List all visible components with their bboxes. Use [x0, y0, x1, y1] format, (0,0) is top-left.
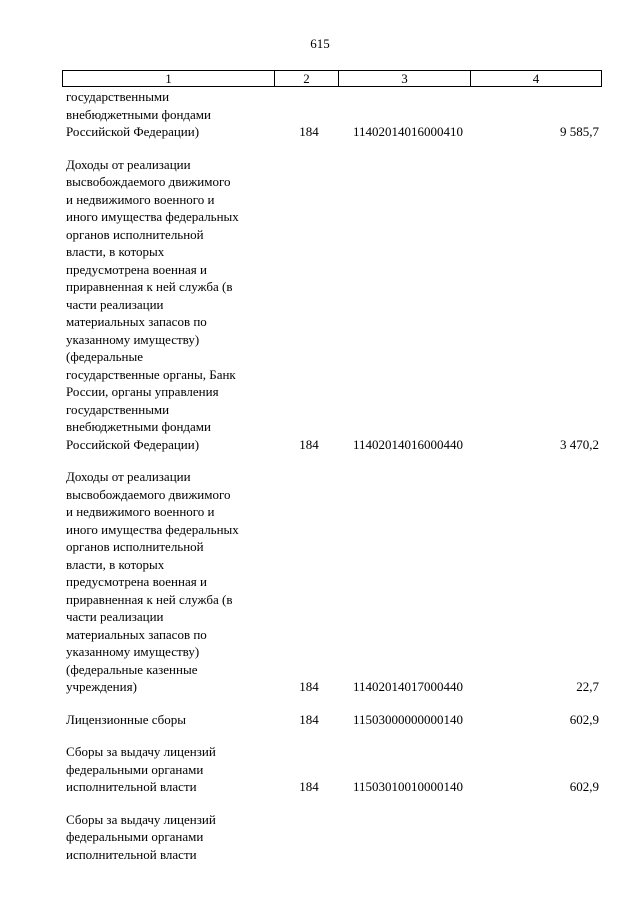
- row-name-line: Доходы от реализации: [66, 156, 191, 172]
- table-row: [0, 711, 640, 729]
- row-amount: 3 470,2: [560, 436, 599, 452]
- row-name-line: и недвижимого военного и: [66, 191, 215, 207]
- row-name-line: части реализации: [66, 609, 164, 624]
- row-budget-code: 11402014017000440: [352, 679, 464, 694]
- row-name: [66, 811, 269, 864]
- row-name: [66, 743, 269, 796]
- row-admin-code: 184: [299, 124, 319, 139]
- table-row: [0, 743, 640, 796]
- row-name-line: органов исполнительной: [66, 226, 204, 242]
- table-row: [0, 88, 640, 141]
- row-amount: 602,9: [569, 711, 599, 727]
- row-name-line: Российской Федерации): [66, 436, 200, 452]
- row-name-line: исполнительной власти: [66, 779, 197, 794]
- header-col-1: 1: [63, 71, 275, 86]
- table-body: [0, 88, 640, 878]
- row-name-line: власти, в которых: [66, 556, 165, 572]
- row-name-line: высвобождаемого движимого: [66, 486, 231, 502]
- row-name: [66, 468, 269, 696]
- row-name-line: государственные органы, Банк: [66, 366, 236, 382]
- row-name-line: органов исполнительной: [66, 539, 204, 554]
- header-col-3: 3: [339, 71, 471, 86]
- row-name-line: федеральными органами: [66, 761, 204, 777]
- row-name-line: приравненная к ней служба (в: [66, 279, 233, 294]
- row-name-line: России, органы управления: [66, 384, 219, 399]
- row-name-line: государственными: [66, 89, 170, 104]
- row-name-line: высвобождаемого движимого: [66, 174, 231, 189]
- row-name-line: указанному имуществу): [66, 644, 200, 659]
- row-name-line: иного имущества федеральных: [66, 521, 239, 537]
- row-amount: 22,7: [576, 679, 599, 694]
- row-admin-code: 184: [299, 436, 319, 452]
- row-admin-code: 184: [299, 679, 319, 694]
- row-name: [66, 156, 269, 454]
- row-amount: 602,9: [569, 779, 599, 794]
- row-name-line: внебюджетными фондами: [66, 419, 211, 434]
- table-row: [0, 811, 640, 864]
- table-row: [0, 468, 640, 696]
- row-name-line: предусмотрена военная и: [66, 261, 207, 277]
- row-budget-code: 11402014016000410: [352, 124, 464, 139]
- row-name-line: материальных запасов по: [66, 626, 207, 642]
- row-name-line: и недвижимого военного и: [66, 504, 215, 519]
- row-name-line: части реализации: [66, 296, 164, 312]
- row-name-line: предусмотрена военная и: [66, 574, 207, 589]
- row-name-line: власти, в которых: [66, 244, 165, 259]
- header-col-4: 4: [532, 71, 540, 86]
- row-name-line: приравненная к ней служба (в: [66, 591, 233, 607]
- row-budget-code: 11503010010000140: [352, 779, 464, 794]
- table-row: [0, 156, 640, 454]
- row-budget-code: 11503000000000140: [352, 711, 464, 727]
- header-col-2: 2: [275, 71, 339, 86]
- row-admin-code: 184: [299, 711, 319, 727]
- row-name: [66, 711, 269, 729]
- table-header: [62, 70, 602, 87]
- row-budget-code: 11402014016000440: [352, 436, 464, 452]
- row-name-line: Сборы за выдачу лицензий: [66, 811, 216, 827]
- row-name-line: материальных запасов по: [66, 314, 207, 329]
- row-name-line: Российской Федерации): [66, 124, 200, 139]
- row-name-line: иного имущества федеральных: [66, 209, 239, 224]
- row-name-line: федеральными органами: [66, 829, 204, 844]
- row-name-line: (федеральные казенные: [66, 661, 198, 677]
- row-name-line: государственными: [66, 401, 170, 417]
- row-amount: 9 585,7: [560, 124, 599, 139]
- row-name-line: внебюджетными фондами: [66, 106, 211, 122]
- row-admin-code: 184: [299, 779, 319, 794]
- row-name-line: Доходы от реализации: [66, 469, 191, 484]
- row-name: [66, 88, 269, 141]
- row-name-line: Сборы за выдачу лицензий: [66, 744, 216, 759]
- row-name-line: Лицензионные сборы: [66, 711, 186, 727]
- row-name-line: учреждения): [66, 679, 137, 694]
- page-number: 615: [310, 36, 330, 51]
- row-name-line: указанному имуществу): [66, 331, 200, 347]
- row-name-line: исполнительной власти: [66, 846, 197, 862]
- row-name-line: (федеральные: [66, 349, 143, 364]
